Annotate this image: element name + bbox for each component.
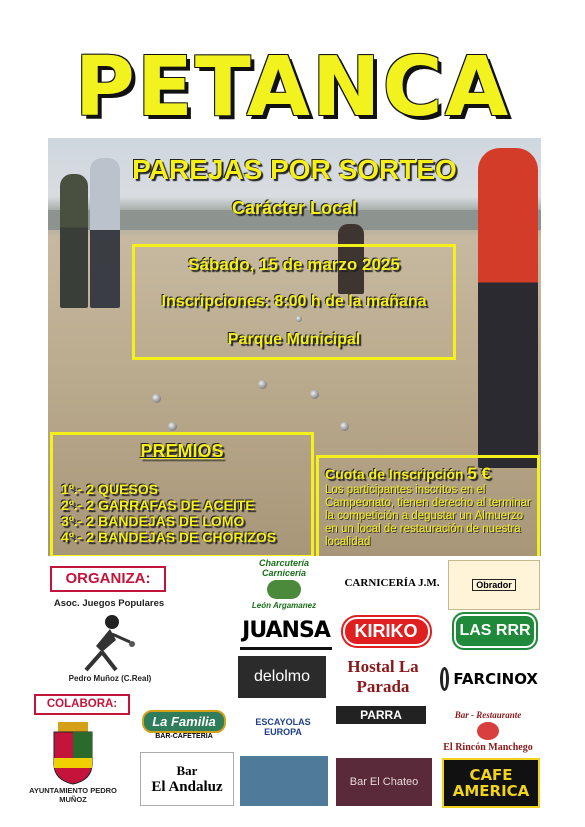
sponsor-parra-logo: PARRA [336, 706, 426, 724]
event-photo [48, 138, 541, 556]
event-details-box [132, 244, 456, 360]
council-name: AYUNTAMIENTO PEDRO MUÑOZ [29, 786, 117, 804]
sponsor-charcuteria-logo [236, 558, 332, 610]
prize-item: 1º.- 2 QUESOS [61, 481, 158, 497]
sponsor-hostal-logo: Hostal La Parada [347, 657, 419, 696]
sponsor-lasrrr-logo: LAS RRR [452, 612, 538, 650]
sponsor-leon-text: León Argamanez [251, 601, 317, 610]
sponsor-farcinox-logo [440, 662, 538, 696]
petanque-ball [340, 422, 349, 431]
prize-item: 2º.- 2 GARRAFAS DE ACEITE [61, 497, 255, 513]
poster-title: PETANCA [74, 40, 511, 135]
rincon-mascot-icon [477, 722, 499, 740]
prizes-box [50, 432, 314, 556]
sponsor-rincon-logo [436, 706, 540, 756]
sponsor-warehouse-logo [240, 756, 328, 806]
sponsor-kiriko-text: KIRIKO [343, 617, 430, 646]
farcinox-icon [440, 667, 449, 691]
event-registration: Inscripciones: 8:00 h de la mañana [161, 293, 427, 310]
sponsor-delolmo-logo: delolmo [238, 656, 326, 698]
prize-item: 4º.- 2 BANDEJAS DE CHORIZOS [61, 529, 277, 545]
prize-item: 3º.- 2 BANDEJAS DE LOMO [61, 513, 245, 529]
fee-description: Los participantes inscritos en el Campeonato, tienen derecho al terminar la competición a degustar un Almuerzo en un local de restauración de nuestra localidad [325, 484, 531, 548]
sponsor-rincon-top: Bar - Restaurante [454, 709, 522, 720]
sponsor-chateo-logo: Bar El Chateo [336, 758, 432, 806]
sponsor-andaluz-logo [140, 752, 234, 806]
sponsor-andaluz-text: El Andaluz [151, 778, 223, 795]
organizer-name: Asoc. Juegos Populares [53, 598, 165, 609]
colabora-label: COLABORA: [34, 694, 130, 715]
sponsor-rincon-text: El Rincón Manchego [443, 741, 533, 753]
player-right [478, 148, 538, 468]
sponsor-juansa-logo: JUANSA [240, 614, 332, 650]
sponsor-charcuteria-text: Charcutería Carnicería [258, 558, 310, 578]
event-place: Parque Municipal [227, 331, 361, 348]
event-date: Sábado, 15 de marzo 2025 [188, 255, 400, 274]
subtitle: PAREJAS POR SORTEO [132, 154, 457, 185]
organizer-town: Pedro Muñoz (C.Real) [68, 674, 152, 683]
sponsor-lafamilia-sub: BAR-CAFETERIA [155, 733, 213, 740]
sponsor-obrador-text: Obrador [472, 579, 516, 591]
petanque-ball [152, 394, 161, 403]
prizes-title: PREMIOS [140, 441, 224, 461]
fee-amount: 5 € [467, 464, 491, 483]
petanque-player-illustration [72, 612, 142, 674]
fee-label: Cuota de Inscripción [325, 466, 464, 482]
organiza-label: ORGANIZA: [50, 566, 166, 592]
sponsor-lafamilia-logo [140, 704, 228, 746]
sponsor-farcinox-text: FARCINOX [453, 670, 538, 688]
petanque-ball [310, 390, 319, 399]
sponsor-andaluz-top: Bar [176, 762, 198, 778]
bull-icon [267, 580, 301, 599]
sponsor-carniceria-text: CARNICERÍA J.M. [344, 577, 440, 589]
town-coat-of-arms-icon [50, 720, 96, 786]
sponsor-carniceria-logo [344, 560, 440, 606]
fee-title [325, 464, 491, 484]
scope-text: Carácter Local [231, 198, 358, 218]
sponsor-kiriko-logo [340, 614, 432, 648]
player-left [60, 174, 88, 308]
sponsor-lafamilia-text: La Familia [142, 710, 226, 733]
sponsor-escayolas-text: ESCAYOLAS EUROPA [255, 717, 311, 737]
petanque-ball [168, 422, 177, 431]
sponsor-obrador-logo [448, 560, 540, 610]
petanque-ball [296, 316, 302, 322]
sponsor-cafe-america-logo: CAFE AMERICA [442, 758, 540, 808]
sponsor-escayolas-logo [238, 704, 328, 750]
fee-box [316, 455, 540, 556]
petanque-ball [258, 380, 267, 389]
